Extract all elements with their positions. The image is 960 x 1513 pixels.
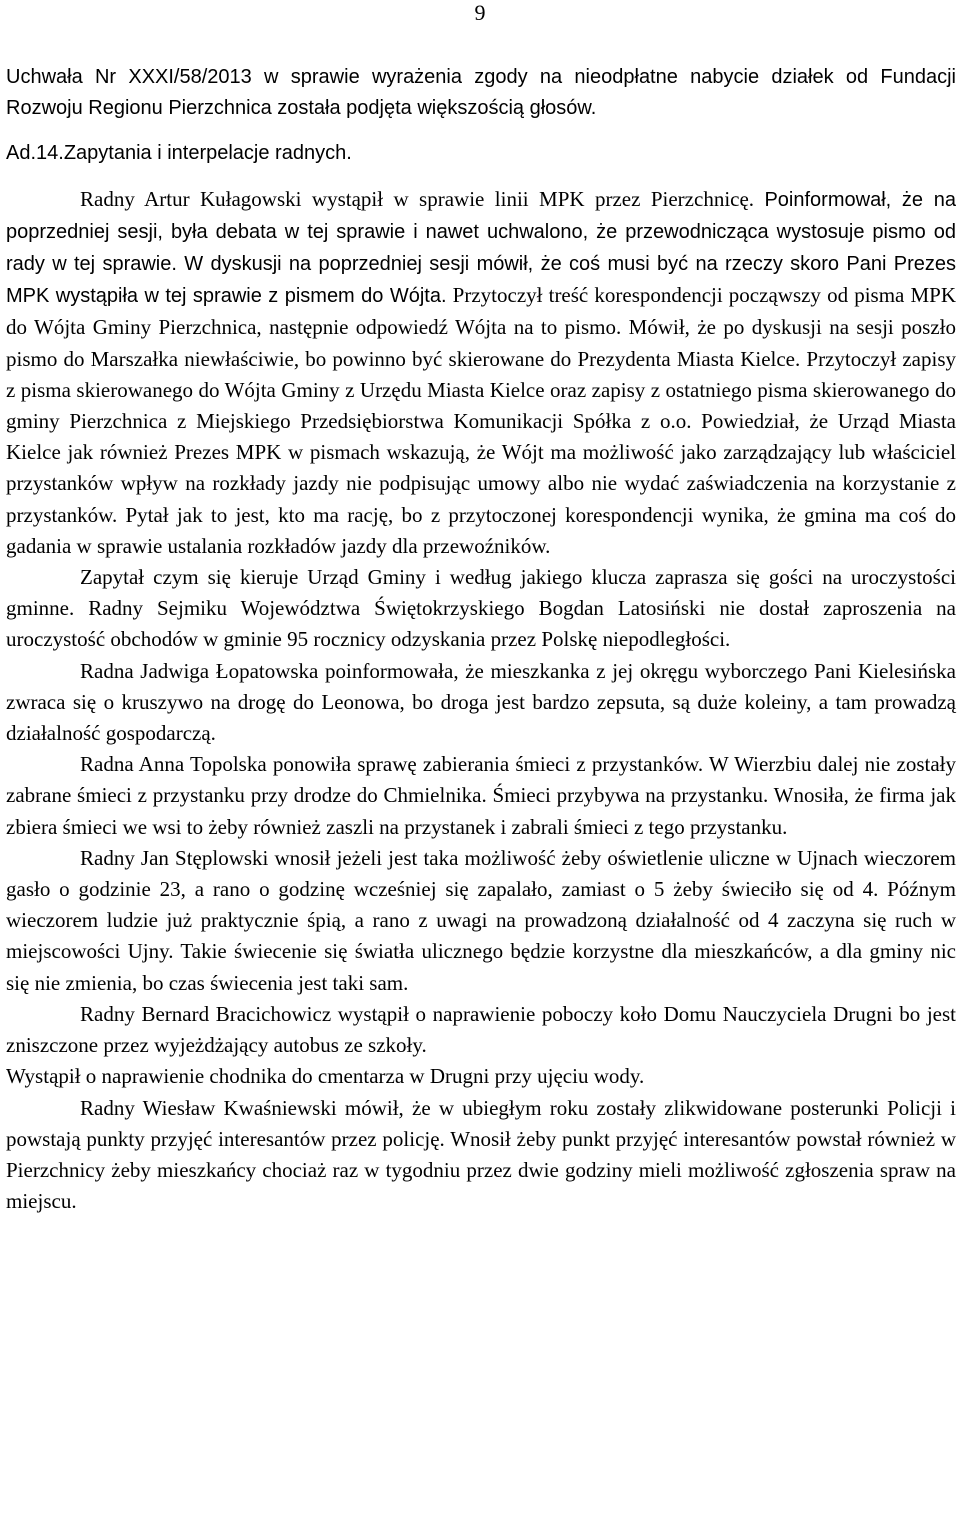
paragraph-invitations: Zapytał czym się kieruje Urząd Gminy i według jakiego klucza zaprasza się gości na uroczystości gminne. Radny Sejmiku Województwa Świętokrzyskiego Bogdan Latosiński nie dostał zaproszenia na uroczystość obchodów w gminie 95 rocznicy odzyskania przez Polskę niepodległości. [6, 565, 956, 652]
agenda-item-heading: Ad.14.Zapytania i interpelacje radnych. [6, 142, 352, 165]
page-number: 9 [474, 0, 486, 25]
paragraph-steplowski: Radny Jan Stęplowski wnosił jeżeli jest taka możliwość żeby oświetlenie uliczne w Ujnach wieczorem gasło o godzinie 23, a rano o godzinę wcześniej się zapalało, zamiast o 5 żeby świeciło się od 4. Późnym wieczorem ludzie już praktycznie śpią, a rano z uwagi na prowadzoną działalność od 4 zaczyna się ruch w miejscowości Ujny. Takie świecenie się światła ulicznego będzie korzystne dla mieszkańców, a dla gminy nic się nie zmienia, bo czas świecenia jest taki sam. [6, 845, 956, 995]
paragraph-topolska: Radna Anna Topolska ponowiła sprawę zabierania śmieci z przystanków. W Wierzbiu dalej nie zostały zabrane śmieci z przystanku przy drodze do Chmielnika. Śmieci przybywa na przystanku. Wnosiła, że firma jak zbiera śmieci we wsi to żeby również zaszli na przystanek i zabrali śmieci z tego przystanku. [6, 752, 956, 839]
paragraph-lopatowska: Radna Jadwiga Łopatowska poinformowała, że mieszkanka z jej okręgu wyborczego Pani Kielesińska zwraca się o kruszywo na drogę do Leonowa, bo droga jest bardzo zepsuta, są duże koleiny, a tam prowadzą działalność gospodarczą. [6, 658, 956, 746]
document-body [6, 62, 956, 1217]
paragraph-kulagowski-lead: Radny Artur Kułagowski wystąpił w sprawie linii MPK przez Pierzchnicę. [80, 186, 755, 211]
resolution-paragraph: Uchwała Nr XXXI/58/2013 w sprawie wyrażenia zgody na nieodpłatne nabycie działek od Fundacji Rozwoju Regionu Pierzchnica została podjęta większością głosów. [6, 66, 956, 120]
paragraph-sidewalk: Wystąpił o naprawienie chodnika do cmentarza w Drugni przy ujęciu wody. [6, 1064, 645, 1089]
paragraph-kulagowski-intro [6, 184, 956, 562]
paragraph-kwasniewski: Radny Wiesław Kwaśniewski mówił, że w ubiegłym roku zostały zlikwidowane posterunki Policji i powstają punkty przyjęć interesantów przez policję. Wnosił żeby punkt przyjęć interesantów powstał również w Pierzchnicy żeby mieszkańcy chociaż raz w tygodniu przez dwie godziny mieli możliwość zgłoszenia spraw na miejscu. [6, 1095, 956, 1214]
paragraph-kulagowski-body: Poinformował, że na poprzedniej sesji, była debata w tej sprawie i nawet uchwalono, że przewodnicząca wystosuje pismo od rady w tej sprawie. W dyskusji na poprzedniej sesji mówił, że coś musi być na rzeczy skoro Pani Prezes MPK wystąpiła w tej sprawie z pismem do Wójta. [6, 188, 957, 308]
paragraph-bracichowicz: Radny Bernard Bracichowicz wystąpił o naprawienie poboczy koło Domu Nauczyciela Drugni bo jest zniszczone przez wyjeżdżający autobus ze szkoły. [6, 1001, 956, 1058]
paragraph-kulagowski-correspondence: Przytoczył treść korespondencji począwszy od pisma MPK do Wójta Gminy Pierzchnica, następnie odpowiedź Wójta na to pismo. Mówił, że po dyskusji na sesji poszło pismo do Marszałka niewłaściwie, bo powinno być skierowane do Prezydenta Miasta Kielce. Przytoczył zapisy z pisma skierowanego do Wójta Gminy z Urzędu Miasta Kielce oraz zapisy z ostatniego pisma skierowanego do gminy Pierzchnica z Miejskiego Przedsiębiorstwa Komunikacji Spółka z o.o. Powiedział, że Urząd Miasta Kielce jak również Prezes MPK w pismach wskazują, że Wójt ma możliwość jako zarządzający lub właściciel przystanków wpływ na rozkłady jazdy nie podpisując umowy albo nie wydać zaświadczenia na korzystanie z przystanków. Pytał jak to jest, kto ma rację, bo z przytoczonej korespondencji wynika, że gmina ma coś do gadania w sprawie ustalania rozkładów jazdy dla przewoźników. [6, 283, 957, 558]
